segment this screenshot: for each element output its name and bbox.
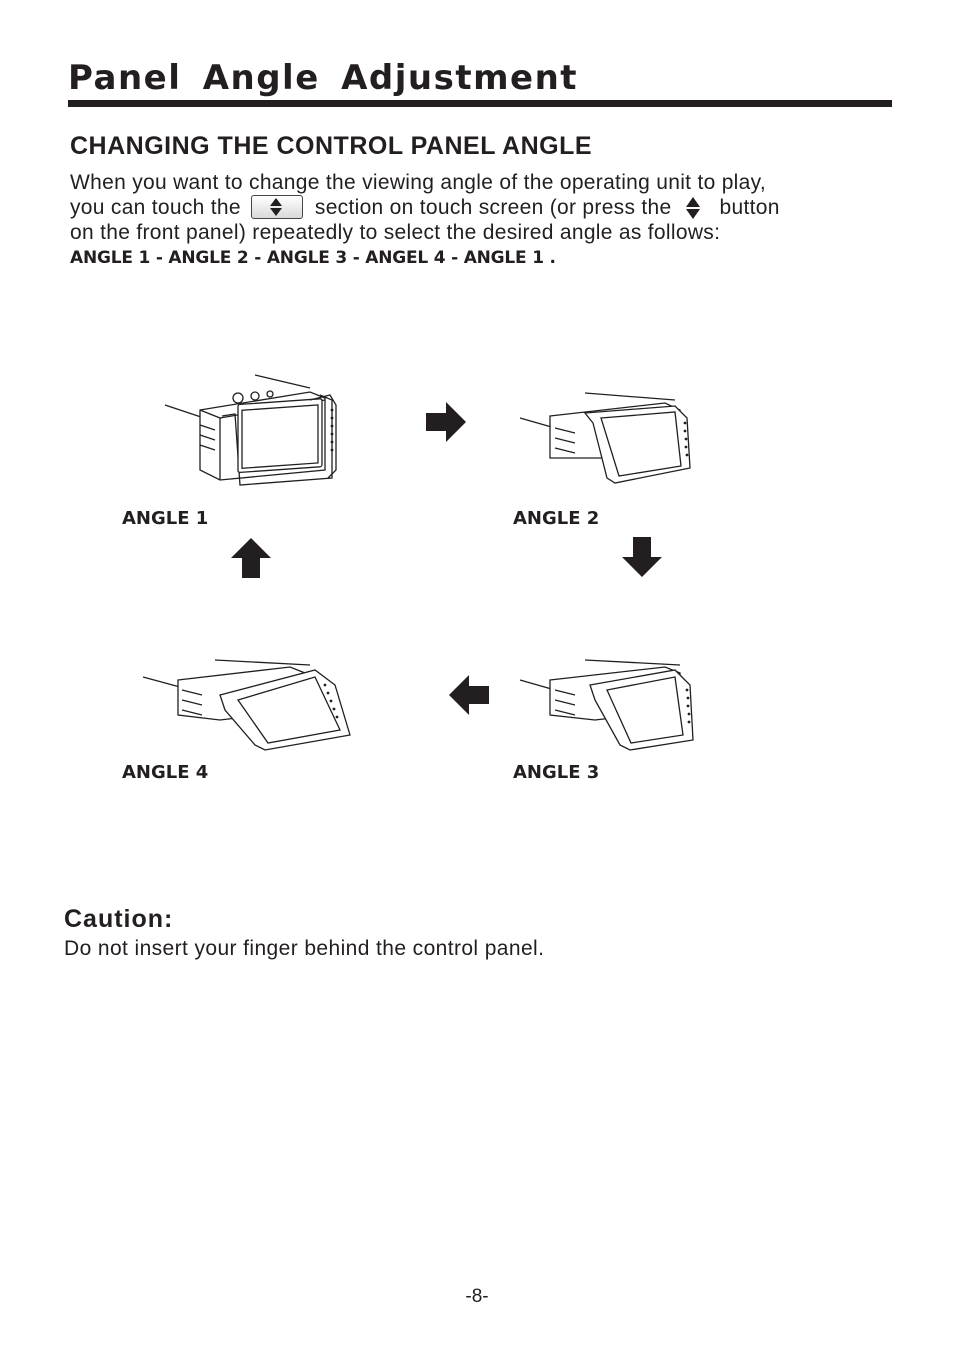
angle-3-unit-illustration bbox=[515, 655, 700, 755]
arrow-left-icon bbox=[449, 675, 489, 715]
touch-key-icon bbox=[251, 195, 303, 219]
body-line-2-part-1: you can touch the bbox=[70, 196, 241, 219]
body-line-1: When you want to change the viewing angle of the operating unit to play, bbox=[70, 171, 766, 194]
angle-4-label: ANGLE 4 bbox=[122, 762, 209, 783]
body-line-2-part-3: button bbox=[719, 196, 780, 219]
caution-title: Caution: bbox=[64, 905, 174, 933]
title-rule bbox=[68, 100, 892, 107]
caution-text: Do not insert your finger behind the control panel. bbox=[64, 937, 545, 960]
body-line-3: on the front panel) repeatedly to select the desired angle as follows: bbox=[70, 221, 721, 244]
angle-2-unit-illustration bbox=[515, 388, 695, 488]
angle-3-label: ANGLE 3 bbox=[513, 762, 600, 783]
arrow-right-icon bbox=[426, 402, 466, 442]
page-number: -8- bbox=[465, 1286, 489, 1307]
body-line-2 bbox=[70, 195, 780, 220]
section-heading: CHANGING THE CONTROL PANEL ANGLE bbox=[70, 132, 593, 160]
body-line-2-part-2: section on touch screen (or press the bbox=[314, 196, 672, 219]
angle-2-label: ANGLE 2 bbox=[513, 508, 600, 529]
page-title: Panel Angle Adjustment bbox=[68, 58, 579, 98]
angle-1-unit-illustration bbox=[160, 370, 340, 495]
up-down-arrow-icon bbox=[686, 197, 700, 219]
arrow-up-icon bbox=[231, 538, 271, 578]
angle-sequence: ANGLE 1 - ANGLE 2 - ANGLE 3 - ANGEL 4 - ANGLE 1 . bbox=[70, 248, 556, 268]
angle-1-label: ANGLE 1 bbox=[122, 508, 209, 529]
angle-4-unit-illustration bbox=[140, 655, 355, 755]
arrow-down-icon bbox=[622, 537, 662, 577]
